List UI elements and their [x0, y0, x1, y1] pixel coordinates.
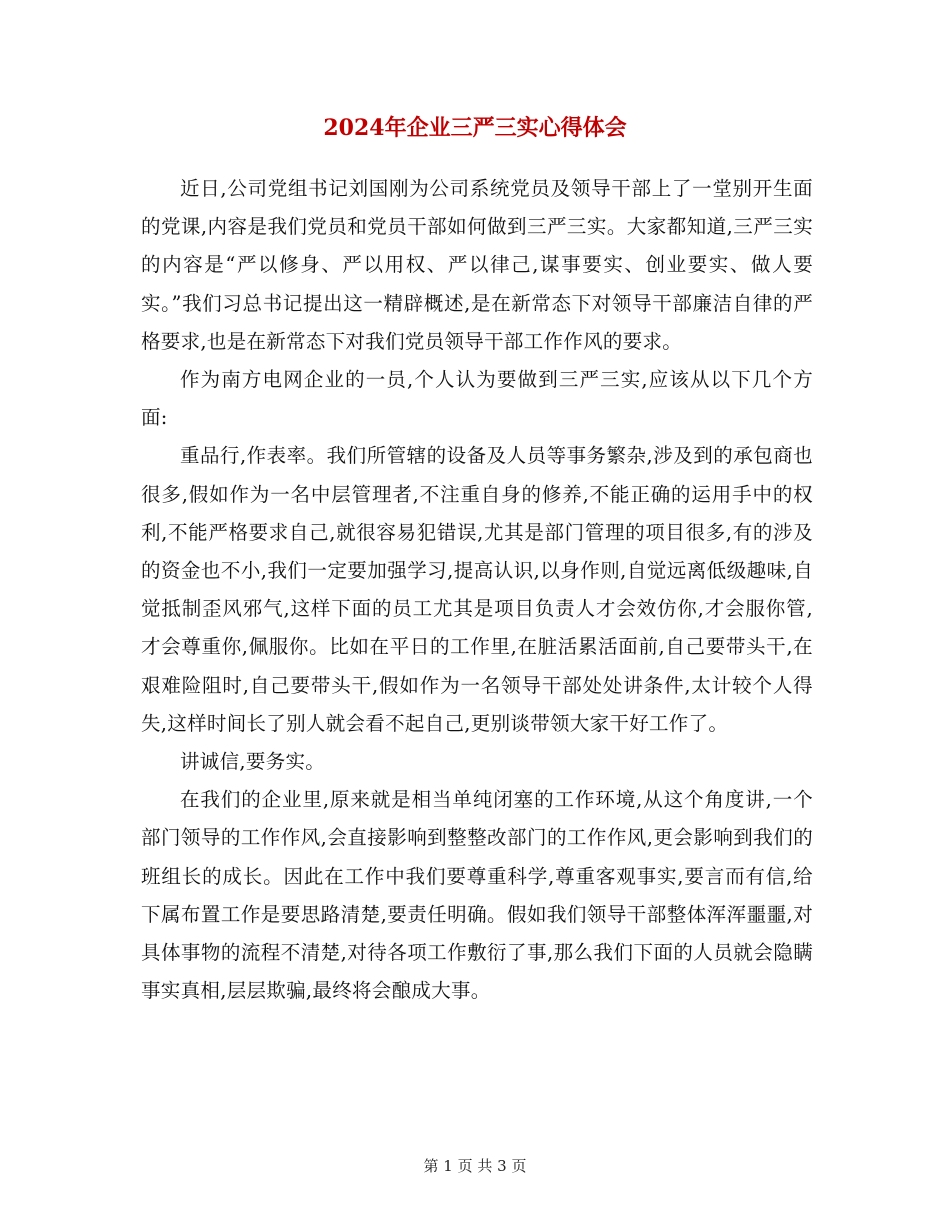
paragraph: 作为南方电网企业的一员,个人认为要做到三严三实,应该从以下几个方面:	[141, 368, 813, 430]
paragraph: 在我们的企业里,原来就是相当单纯闭塞的工作环境,从这个角度讲,一个部门领导的工作作风,会直接影响到整整改部门的工作作风,更会影响到我们的班组长的成长。因此在工作中我们要尊重科学,尊重客观事实,要言而有信,给下属布置工作是要思路清楚,要责任明确。假如我们领导干部整体浑浑噩噩,对具体事物的流程不清楚,对待各项工作敷衍了事,那么我们下面的人员就会隐瞒事实真相,层层欺骗,最终将会酿成大事。	[141, 788, 813, 1003]
page-title: 2024年企业三严三实心得体会	[323, 115, 627, 141]
document-body	[141, 170, 813, 1010]
page-footer: 第 1 页 共 3 页	[423, 1157, 527, 1175]
paragraph: 重品行,作表率。我们所管辖的设备及人员等事务繁杂,涉及到的承包商也很多,假如作为一名中层管理者,不注重自身的修养,不能正确的运用手中的权利,不能严格要求自己,就很容易犯错误,尤其是部门管理的项目很多,有的涉及的资金也不小,我们一定要加强学习,提高认识,以身作则,自觉远离低级趣味,自觉抵制歪风邪气,这样下面的员工尤其是项目负责人才会效仿你,才会服你管,才会尊重你,佩服你。比如在平日的工作里,在脏活累活面前,自己要带头干,在艰难险阻时,自己要带头干,假如作为一名领导干部处处讲条件,太计较个人得失,这样时间长了别人就会看不起自己,更别谈带领大家干好工作了。	[141, 444, 813, 735]
paragraph: 近日,公司党组书记刘国刚为公司系统党员及领导干部上了一堂别开生面的党课,内容是我们党员和党员干部如何做到三严三实。大家都知道,三严三实的内容是“严以修身、严以用权、严以律己,谋事要实、创业要实、做人要实。”我们习总书记提出这一精辟概述,是在新常态下对领导干部廉洁自律的严格要求,也是在新常态下对我们党员领导干部工作作风的要求。	[141, 177, 813, 353]
section-heading: 讲诚信,要务实。	[180, 750, 326, 774]
